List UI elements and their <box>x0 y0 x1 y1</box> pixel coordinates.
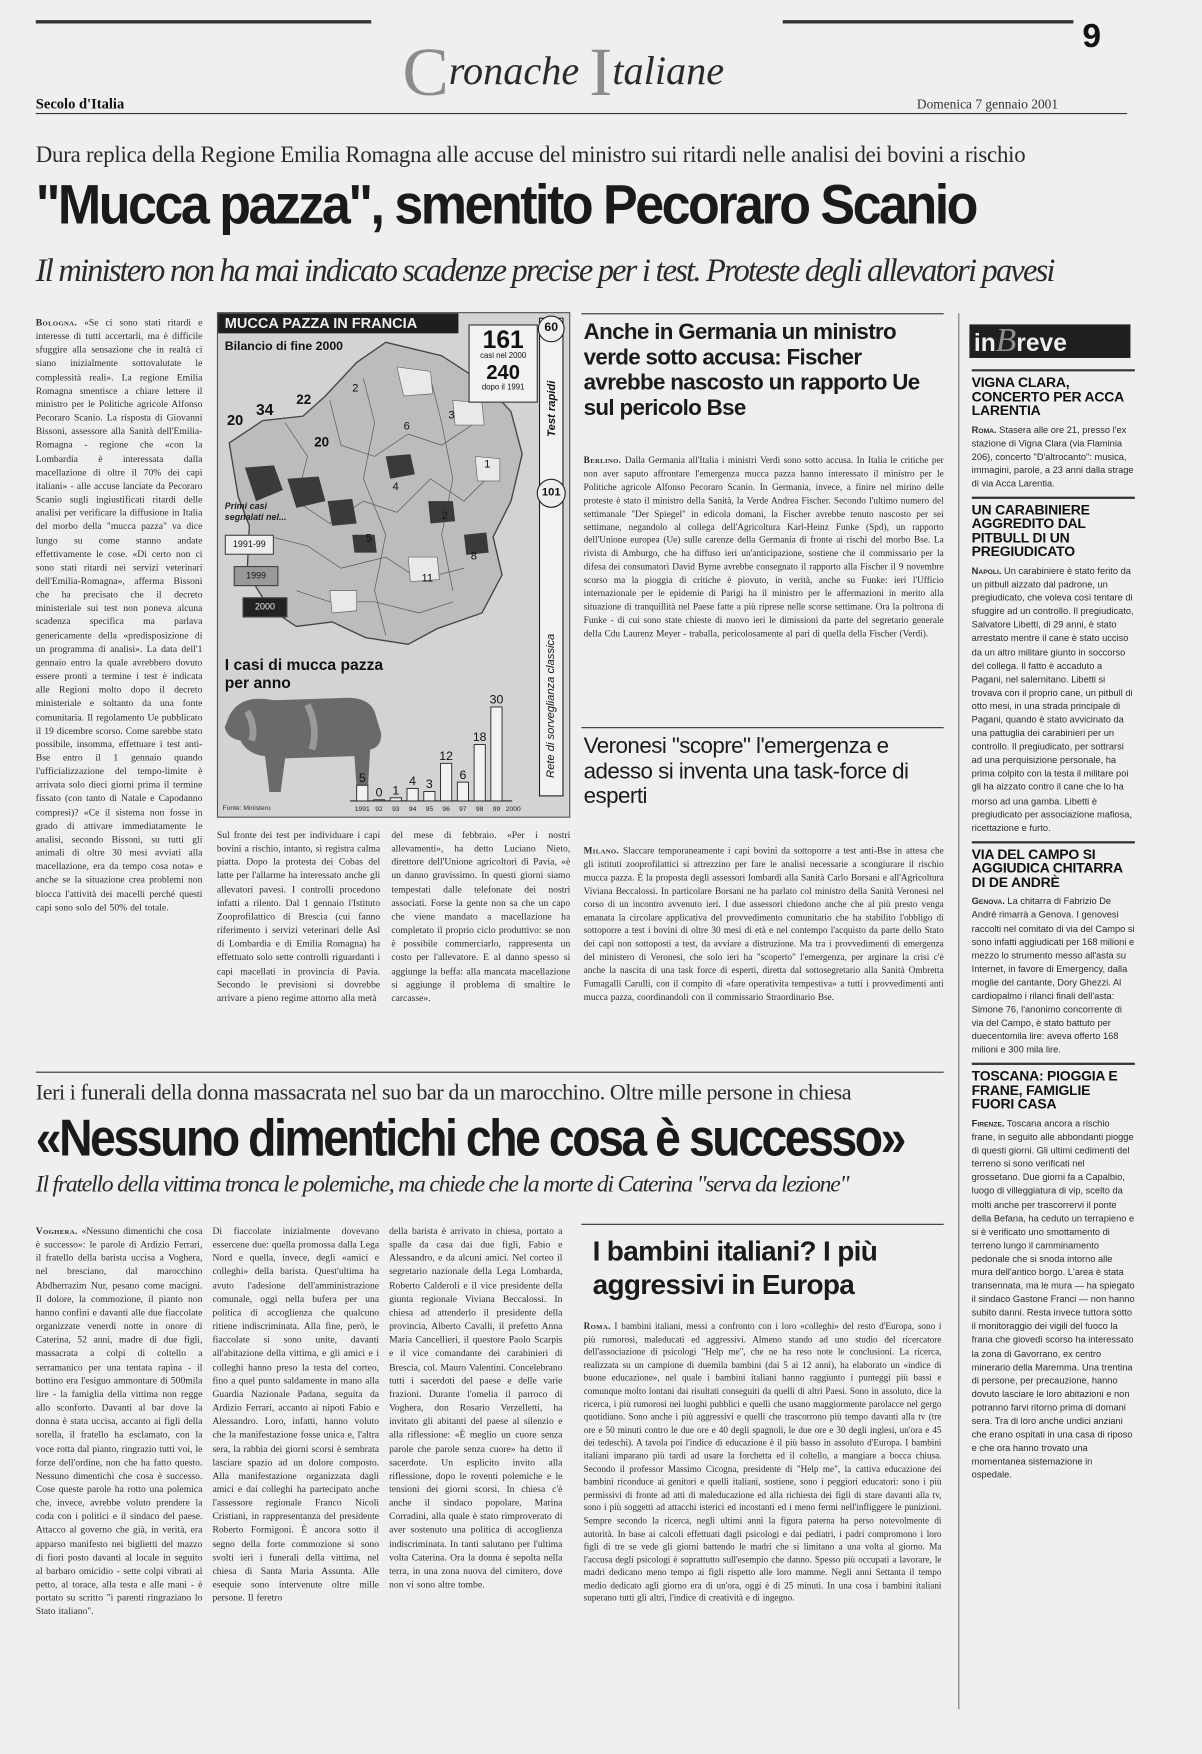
kids-headline: I bambini italiani? I più aggressivi in Europa <box>592 1236 878 1301</box>
lead-dateline: Bologna. <box>35 316 78 328</box>
brevi-item-title: UN CARABINIERE AGGREDITO DAL PITBULL DI UN PREGIUDICATO <box>971 502 1090 560</box>
tick-label-94: 94 <box>408 805 417 813</box>
kids-rule <box>581 1224 943 1225</box>
bar-chart-title: I casi di mucca pazza per anno <box>224 655 384 692</box>
map-number-13: 11 <box>421 572 434 586</box>
lead-column-3 <box>391 828 570 1032</box>
masthead-rule-top <box>36 20 371 23</box>
brevi-item-title: VIA DEL CAMPO SI AGGIUDICA CHITARRA DI DE ANDRÈ <box>971 846 1123 891</box>
rapid-test-badge: 60 <box>538 315 565 342</box>
total-2000-label: casi nel 2000 <box>480 352 527 361</box>
tick-label-97: 97 <box>459 805 467 813</box>
paper-name: Secolo d'Italia <box>35 95 125 112</box>
germany-headline: Anche in Germania un ministro verde sotto accusa: Fischer avrebbe nascosto un rapporto Ue sul pericolo Bse <box>583 319 920 421</box>
masthead-rule-top-right <box>783 20 1074 23</box>
map-number-10: 2 <box>441 510 448 523</box>
bar-96 <box>441 763 452 801</box>
map-number-6: 6 <box>403 420 410 433</box>
veronesi-body <box>584 845 944 1033</box>
map-number-12: 8 <box>470 550 477 563</box>
bar-94 <box>407 788 418 801</box>
brevi-item-dateline: Napoli. <box>971 564 1002 577</box>
tick-label-95: 95 <box>425 805 434 813</box>
masthead-rule-bottom <box>36 113 1127 114</box>
map-number-4: 20 <box>314 434 330 450</box>
brevi-item <box>972 376 1135 490</box>
germany-text: Dalla Germania all'Italia i ministri Verdi sono sotto accusa. In Italia le critiche per non aver saputo affrontare l'emergenza mucca pazza hanno interessato il ministro per le Politiche agricole Alfonso Pecoraro Scanio. In Germania, invece, a finire nel mirino delle proteste è stato il ministro della Sanità, la Verde Andrea Fischer. Secondo l'ultimo numero del settimanale "Der Spiegel" in edicola domani, la Fischer avrebbe tenuto nascosto per sei settimane, negandolo al collega dell'Agricoltura Karl-Heinz Funke (Spd), un rapporto dell'Unione europea (Ue) sulle carenze della Germania di fronte ai rischi del morbo Bse. La rivista di Amburgo, che ha diffuso ieri un'anticipazione, sostiene che il commissario per la difesa dei consumatori David Byrne avrebbe consegnato il rapporto alla Fischer il 9 novembre scorso ma la pioggia di critiche è piovuto, in verità, anche su Funke: ieri l'Ufficio internazionale per le epidemie di Parigi ha il ministro per le affermazioni in merito alla situazione di tranquillità nel Paese fatte a più riprese nelle scorse settimane. Ora la poltrona di Funke - di cui sono state chieste di nuovo ieri le dimissioni da parte del segretario generale della Cdu Laurenz Meyer - traballa, pericolosamente al pari di quella della Fischer (Verdi). <box>583 455 944 639</box>
funeral-col1-text: «Nessuno dimentichi che cosa è successo»: le parole di Ardizio Ferrari, il fratello della barista uccisa a Voghera, nel bresciano, dal marocchino Abdherrazim Nur, pesano come macigni. Il dolore, la commozione, il pianto non hanno confini e davanti alle due fiaccolate organizzate venerdì notte in onore di Caterina, 52 anni, madre di due figli, massacrata a colpi di coltello a serramanico per una tentata rapina - il bottino era l'esiguo ammontare di 500mila lire - la famiglia della vittima non regge allo sconforto. Davanti al bar dove la donna è stata uccisa, accanto ai figli della sorella, il fratello ha esclamato, con la voce rotta dal pianto, ringrazio tutti voi, le forze dell'ordine, non che ha fatto questo. Nessuno dimentichi che cosa è successo. Cose queste parole ha rotto una polemica che, invece, avrebbe voluto prendere la coda con i politici e il sindaco del paese. Attacco al governo che già, in verità, era apparso manifesto nei biglietti del mazzo di fiori posto davanti al locale in seguito al barbaro omicidio - sette colpi vibrati al petto, al torace, alla testa e alle mani - è portato su scritto "i parenti ringraziano lo Stato italiano". <box>35 1224 203 1617</box>
bar-98 <box>474 745 485 801</box>
page-number: 9 <box>1082 17 1102 55</box>
funeral-headline: «Nessuno dimentichi che cosa è successo» <box>35 1108 904 1167</box>
kids-body <box>584 1320 942 1723</box>
brevi-item-dateline: Roma. <box>971 423 997 435</box>
funeral-col3-text: della barista è arrivato in chiesa, portato a spalle da casa dai due figli, Fabio e Alessandro, e da alcuni amici. Nel corteo il segretario nazionale della Lega Lombarda, Roberto Calderoli e il vice presidente della giunta regionale Viviana Beccalossi. In chiesa ad attenderlo il presidente della provincia, Alberto Cavalli, il prefetto Anna Maria Cancellieri, il questore Paolo Scarpis e il vice comandante dei carabinieri di Brescia, col. Mauro Valentini. Concelebrano tutti i sacerdoti del paese e delle varie frazioni. Durante l'omelia il parroco di Voghera, don Rosario Verzelletti, ha invitato gli abitanti del paese al silenzio e alla riflessione: «È meglio un cuore senza parole che parole senza cuore» ha detto il sacerdote. Un esplicito invito alla riflessione, dopo le roventi polemiche e le tensioni dei giorni scorsi. In chiesa c'è anche il sindaco popolare, Marina Corradini, alla quale è stato rimproverato di aver sostenuto una politica di accoglienza indiscriminata. In tanti salutano per l'ultima volta Caterina. Ora la donna è sepolta nella terra, in una zona nuova del cimitero, dove non vi sono altre tombe. <box>389 1224 563 1590</box>
brevi-divider <box>958 313 959 1709</box>
section-title-part2: taliane <box>612 48 725 93</box>
lead-col2-text: Sul fronte dei test per individuare i capi bovini a rischio, intanto, si registra calma piatta. Dopo la protesta dei Cobas del latte per l'allarme ha interessato anche gli allevatori pavesi. I controlli procedono infatti a rilento. Dal 1 gennaio l'Istituto Zooprofilattico di Brescia (cui fanno riferimento i servizi veterinari delle Asl di Lombardia e di Emilia Romagna) ha effettuato solo sette controlli riguardanti i capi macellati in provincia di Pavia. Secondo le previsioni si dovrebbe arrivare a pieno regime attorno alla metà <box>216 828 381 1004</box>
brevi-reve: reve <box>1016 328 1067 357</box>
bar-value-94: 4 <box>409 774 417 789</box>
legend-1999: 1999 <box>234 566 279 586</box>
brevi-item-body <box>972 564 1135 835</box>
rapid-test-label: Test rapidi <box>546 380 559 437</box>
map-number-7: 3 <box>448 409 455 422</box>
bar-value-97: 6 <box>459 767 467 782</box>
brevi-item-title: VIGNA CLARA, CONCERTO PER ACCA LARENTIA <box>971 374 1124 419</box>
section-initial-i: I <box>589 34 613 111</box>
total-box <box>469 324 538 402</box>
tick-label-1991: 1991 <box>354 805 370 813</box>
kids-text: I bambini italiani, messi a confronto con i loro «colleghi» del resto d'Europa, sono i più rumorosi, maleducati ed aggressivi. Almeno stando ad uno studio del ricercatore dell'associazione di psicologi "Help me", che ne ha reso note le conclusioni. La ricerca, realizzata su un campione di duemila bambini (dai 5 ai 12 anni), ha elaborato un «indice di buone educazione», nel quale i bambini italiani hanno raggiunto i punteggi più bassi e comunque molto lontani dai risultati conseguiti da quelli di altri Paesi. Sono in assoluto, dice la ricerca, i più rumorosi nei luoghi pubblici e quelli che usano maggiormente parolacce nel gergo quotidiano. Sono anche i più aggressivi e quelli che trascorrono più tempo davanti alla tv (tre ore e 50 minuti contro le due ore e 40 degli spagnoli, le due ore e 30 degli inglesi, un'ora e 45 dei tedeschi). A tavola poi l'indice di educazione è il più basso in assoluto d'Europa. I bambini italiani imparano più tardi ad usare la forchetta ed il coltello, a mangiare a bocca chiusa. Secondo il professor Massimo Cicogna, presidente di "Help me", la cattiva educazione dei bambini riconduce ai genitori e quelli italiani, sostiene, sono i peggiori educatori: sono i più permissivi di fronte ad atti di maleducazione ed alla richiesta dei figli di stare davanti alla tv, sono i più soggetti ad attacchi isterici ed incostanti ed i meno fermi nell'infliggere le punizioni. Sempre secondo la ricerca, negli ultimi anni la figura paterna ha perso notevolmente di autorità. In base ai calcoli effettuati dagli psicologi e dai pediatri, i padri compromono i loro figli di tre se vede gli giorni battendo le madri che si limitano a una volta al giorno. Ma l'accusa degli psicologi è soprattutto sull'esempio che danno. Spesso più occupati a lavorare, le madri dedicano meno tempo ai figli rispetto alle loro mamme. Negli anni Settanta il tempo medio dedicato agli giorno era di un'ora, oggi è di 25 minuti. In una cosa i bambini italiani superano tutti gli altri, l'indice di creatività e di ingegno. <box>583 1321 942 1604</box>
funeral-column-3 <box>389 1224 562 1723</box>
tick-label-2000: 2000 <box>505 805 521 813</box>
brevi-item <box>972 1070 1135 1482</box>
map-number-2: 34 <box>256 400 274 419</box>
funeral-col2-text: Di fiaccolate inizialmente dovevano essercene due: quella promossa dalla Lega Nord e quella, invece, degli «amici e colleghi» della barista. Quest'ultima ha avuto l'adesione dell'amministrazione comunale, oggi nella bufera per una politica di accoglienza che qualcuno ritiene indiscriminata. Alla fine, però, le fiaccolate si sono unite, davanti all'abitazione della vittima, e gli amici e i colleghi hanno preso la testa del corteo, fino a quel punto saldamente in mano alla Guardia Nazionale Padana, seguita da Ardizio Ferrari, accanto ai nipoti Fabio e Alessandro. Loro, infatti, hanno voluto che la manifestazione fosse unica e, l'altra sera, la rabbia dei giorni scorsi è sembrata lasciare spazio ad un dolore composto. Alla manifestazione organizzata dagli amici e dai colleghi ha partecipato anche l'assessore regionale Franco Nicoli Cristiani, in rappresentanza del presidente Roberto Formigoni. È ancora sotto il segno della forte commozione si sono svolti ieri i funerali della vittima, nel chiesa di Santa Maria Assunta. Alle esequie sono intervenute oltre mille persone. Il feretro <box>212 1224 380 1604</box>
bar-93 <box>390 798 401 801</box>
france-infographic <box>217 312 570 818</box>
funeral-subhead: Il fratello della vittima tronca le polemiche, ma chiede che la morte di Caterina "serva da lezione" <box>35 1170 849 1197</box>
brevi-list <box>972 369 1135 1743</box>
brevi-item-separator <box>972 1063 1135 1065</box>
bar-value-96: 12 <box>439 748 453 763</box>
brevi-item-text: Toscana ancora a rischio frane, in seguito alle abbondanti piogge di questi giorni. Gli ultimi cedimenti del terreno si sono verificati nel grossetano. Due giorni fa a Capalbio, luogo di villeggiatura di vip, scelto da molti anche per trascorrervi il ponte della Befana, ha ceduto un terrapieno e si è verificato uno smottamento di terreno lungo il camminamento pedonale che si snoda intorno alle mura dell'antico borgo. L'area è stata transennata, ma le mura — ha spiegato il sindaco Gastone Franci — non hanno subito danni. Resta invece tuttora sotto il monitoraggio dei vigili del fuoco la frana che giovedì scorso ha interessato la zona di Gavorrano, ex centro minerario della Maremma. Una trentina di persone, per precauzione, hanno dovuto lasciare le loro abitazioni e non potranno farvi ritorno prima di domani sera. Tra di loro anche undici anziani che erano ospitati in una casa di riposo e che ora hanno trovato una momentanea sistemazione in ospedale. <box>971 1117 1135 1481</box>
veronesi-text: Slaccare temporaneamente i capi bovini da sottoporre a test anti-Bse in attesa che gli istituti zooprofilattici si attrezzino per fare le analisi necessarie a scongiurare il rischio mucca pazza. È la proposta degli assessori lombardi alla Sanità Carlo Borsani e all'Agricoltura Viviana Beccalossi. In particolare Borsani ne ha parlato col ministro della Sanità Veronesi nel corso di un incontro avvenuto ieri. I due assessori chiedono anche che al più presto venga emanata la circolare applicativa del provvedimento comunitario che ha stabilito l'obbligo di sottoporre a test i bovini di oltre 30 mesi di età e nel contempo l'acquisto da parte dello Stato dei capi non sottoposti a test, da avviare a distruzione. Ma tra i provvedimenti di emergenza del ministero di Veronesi, che solo ieri ha "scoperto" l'emergenza, per arginare la crisi c'è anche la nascita di una task force di esperti, diretta dal sottosegretario alla Sanità Ombretta Fumagalli Carulli, con il compito di «fare operativita tempestiva» a tutti i provvedimenti anti mucca pazza, coordinandoli con il commissario Straordinario Bse. <box>583 845 944 1003</box>
map-number-5: 2 <box>352 382 359 395</box>
brevi-item-body <box>972 422 1135 490</box>
tick-label-98: 98 <box>475 805 484 813</box>
map-number-1: 20 <box>226 411 244 429</box>
brevi-header <box>969 324 1130 358</box>
veronesi-rule <box>581 727 943 728</box>
funeral-rule <box>36 1072 944 1073</box>
lead-headline: "Mucca pazza", smentito Pecoraro Scanio <box>35 173 976 237</box>
lead-col1-text: «Se ci sono stati ritardi e interesse di tutti accertarli, ma è difficile sfuggire alla sensazione che in realtà ci siano inizialmente sottovalutate le complessità reali». La regione Emilia Romagna smentisce a chiare lettere il ministro per le Politiche agricole Alfonso Pecoraro Scanio. La risposta di Giovanni Bissoni, assessore alla Sanità dell'Emilia-Romagna - regione che «con la Lombardia è interessata dalla macellazione di oltre il 70% dei capi italiani» - alle accuse lanciate da Pecoraro Scanio sugli ingiustificati ritardi delle analisi per verificare la diffusione in Italia del morbo della "mucca pazza" va dice lungo su come stanno andate effettivamente le cose. «Di certo non ci sono stati ritardi nei servizi veterinari dell'Emilia-Romagna», afferma Bissoni che ha precisato che il decreto ministeriale sui test non poneva alcuna scadenza specifica ma parlava genericamente della «predisposizione di un programma di analisi». La data dell'1 gennaio entro la quale avrebbero dovuto essere pronti a termine i test è indicata alle Regioni molto dopo il decreto ministeriale e soltanto da una fonte comunitaria. Il regolamento Ue pubblicato il 19 dicembre scorso. Come sarebbe stato possibile, insomma, effettuare i test anti-Bse entro il 1 gennaio quando l'ufficializzazione del tempo-limite è arrivata solo dieci giorni prima il termine fissato (con tanto di Natale e Capodanno compresi)? «Ce il sistema non fosse in grado di attivare immediatamente le analisi, secondo Bissoni, su tutti gli animali di oltre 30 mesi avviati alla macellazione, era da tempo cosa nota» e anche se la situazione crea problemi non blocca l'attività dei macelli perché questi capi sono solo del 50% del totale. <box>35 316 203 913</box>
infographic-credit: Fonte: Ministero <box>222 805 271 813</box>
germany-dateline: Berlino. <box>583 455 622 466</box>
legend-1991: 1991-99 <box>225 535 274 555</box>
tick-label-96: 96 <box>442 805 450 813</box>
brevi-item-text: Un carabiniere è stato ferito da un pitbull aizzato dal padrone, un pregiudicato, che voleva così tentare di sfuggire ad un controllo. Il pregiudicato, Salvatore Libetti, di 29 anni, è stato arrestato mentre il cane è stato ucciso da un altro militare giunto in soccorso del collega. Il fatto è accaduto a Pagani, nel salernitano. Libetti si trovava con il proprio cane, un pitbull di otto mesi, in una strada principale di Pagani, quando è stato avvicinato da una pattuglia dei carabinieri per un controllo. Il pregiudicato, per sottrarsi ad una perquisizione personale, ha prima colpito con la testa il militare poi gli ha aizzato contro il cane che lo ha morso ad una gamba. Libetti è pregiudicato per associazione mafiosa, ricettazione e furto. <box>971 564 1134 834</box>
bar-value-99: 30 <box>489 692 504 707</box>
lead-column-1 <box>36 315 203 1031</box>
tick-label-93: 93 <box>392 805 400 813</box>
bar-value-93: 1 <box>392 783 400 798</box>
section-title-part1: ronache <box>448 48 590 93</box>
brevi-item-text: Stasera alle ore 21, presso l'ex stazione di Vigna Clara (via Flaminia 206), concerto "D'altrocanto": musica, immagini, parole, a 23 anni dalla strage di via Acca Larentia. <box>971 423 1134 489</box>
tick-label-92: 92 <box>375 805 383 813</box>
legend-2000: 2000 <box>243 597 288 617</box>
map-number-11: 5 <box>365 532 372 545</box>
bar-95 <box>424 792 435 801</box>
bar-1991 <box>357 785 368 801</box>
brevi-item-body <box>972 1116 1135 1481</box>
brevi-item-separator <box>972 497 1135 499</box>
section-initial-c: C <box>402 34 449 111</box>
lead-column-2 <box>217 828 380 1032</box>
map-number-9: 4 <box>392 481 399 494</box>
infographic-title: MUCCA PAZZA IN FRANCIA <box>218 313 458 333</box>
total-2000: 161 <box>482 325 524 354</box>
cases-bar-chart <box>350 669 569 814</box>
total-since-1991: 240 <box>486 361 520 384</box>
germany-body <box>584 454 944 709</box>
brevi-item-text: La chitarra di Fabrizio De André rimarrà a Genova. I genovesi raccolti nel comitato di via del Campo si sono infatti aggiudicati per 168 milioni e mezzo lo strumento messo all'asta su Internet, in favore di Emergency, dalla moglie del cantante, Dory Ghezzi. Al cardiopalmo i rilanci finali dell'asta: Simone 76, l'anonimo concorrente di via del Campo, è stato battuto per duecentomila lire: aveva offerto 168 milioni e 300 mila lire. <box>971 895 1135 1056</box>
brevi-item-separator <box>972 841 1135 843</box>
kids-dateline: Roma. <box>583 1321 611 1332</box>
funeral-column-2 <box>212 1224 379 1723</box>
veronesi-dateline: Milano. <box>583 845 620 856</box>
brevi-b: B <box>995 322 1017 360</box>
classic-test-label: Rete di sorveglianza classica <box>545 633 558 779</box>
brevi-item <box>972 503 1135 834</box>
bar-value-98: 18 <box>472 730 487 745</box>
total-since-1991-label: dopo il 1991 <box>481 383 525 392</box>
map-number-3: 22 <box>296 391 312 408</box>
brevi-item-body <box>972 894 1135 1056</box>
brevi-item-dateline: Firenze. <box>971 1117 1005 1129</box>
tick-label-99: 99 <box>492 805 501 813</box>
issue-date: Domenica 7 gennaio 2001 <box>916 96 1059 112</box>
funeral-column-1 <box>36 1224 203 1723</box>
map-number-8: 1 <box>484 458 491 471</box>
brevi-item-title: TOSCANA: PIOGGIA E FRANE, FAMIGLIE FUORI CASA <box>971 1068 1118 1113</box>
brevi-item <box>972 848 1135 1057</box>
funeral-dateline: Voghera. <box>35 1224 78 1237</box>
lead-kicker: Dura replica della Regione Emilia Romagna alle accuse del ministro sui ritardi nelle analisi dei bovini a rischio <box>35 143 1026 168</box>
section-title <box>402 22 725 111</box>
infographic-subtitle: Bilancio di fine 2000 <box>224 340 344 354</box>
bar-value-1991: 5 <box>358 770 366 785</box>
lead-col3-text: del mese di febbraio. «Per i nostri allevamenti», ha detto Luciano Nieto, direttore dell'Unione agricoltori di Pavia, «è un danno gravissimo. In questi giorni siamo tempestati dalle telefonate dei nostri associati. Forse la gente non sa che un capo che viene mandato a macellazione ha completato il proprio ciclo produttivo: se non è possibile commerciarlo, rappresenta un costo per l'allevatore. E al danno spesso si aggiunge la beffa: alla mancata macellazione si aggiunge il problema di smaltire le carcasse». <box>391 828 571 1004</box>
classic-test-badge: 101 <box>537 479 566 508</box>
brevi-in: in <box>973 328 996 357</box>
bar-92 <box>373 800 384 801</box>
lead-subhead: Il ministero non ha mai indicato scadenze precise per i test. Proteste degli allevatori pavesi <box>35 252 1054 289</box>
germany-rule <box>581 313 943 314</box>
veronesi-headline: Veronesi "scopre" l'emergenza e adesso si inventa una task-force di esperti <box>583 733 909 809</box>
bar-value-92: 0 <box>375 785 383 800</box>
brevi-item-separator <box>972 369 1135 371</box>
bar-99 <box>491 707 502 801</box>
bar-value-95: 3 <box>425 777 433 792</box>
funeral-kicker: Ieri i funerali della donna massacrata nel suo bar da un marocchino. Oltre mille persone in chiesa <box>35 1080 852 1106</box>
bar-97 <box>457 782 468 801</box>
brevi-item-dateline: Genova. <box>971 895 1005 907</box>
first-cases-label: Primi casi segnalati nel... <box>224 501 287 523</box>
